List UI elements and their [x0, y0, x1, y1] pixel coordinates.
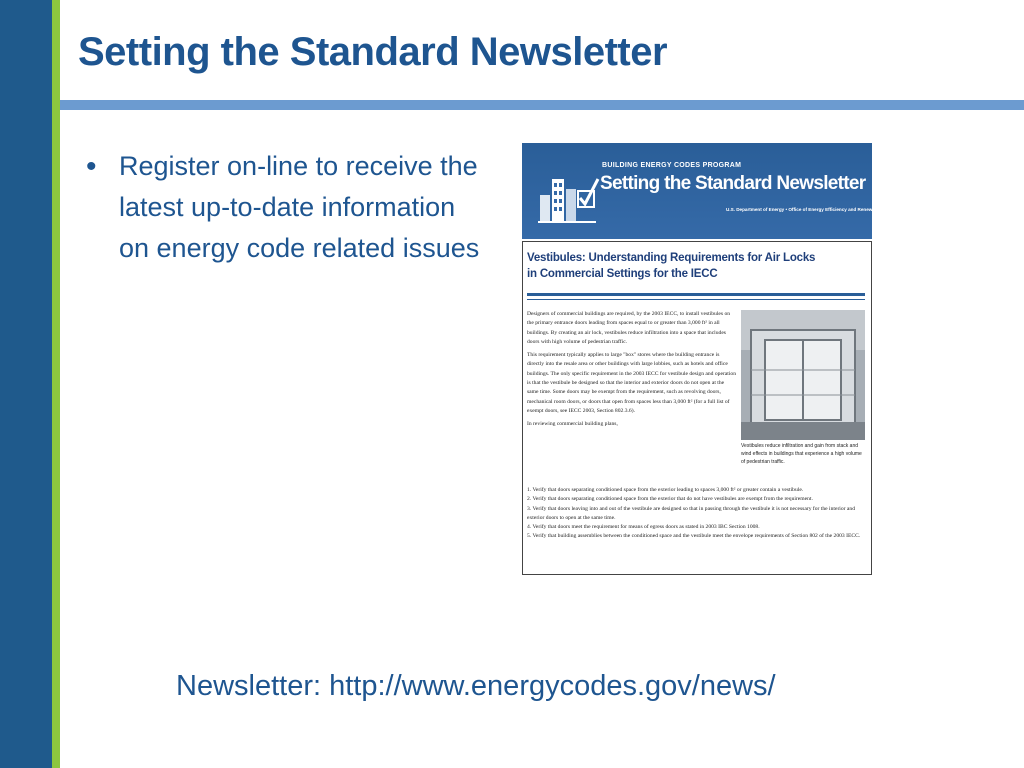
newsletter-page [522, 241, 872, 575]
bullet-text: Register on-line to receive the latest up-to-date information on energy code related issues [119, 151, 480, 263]
article-headline: Vestibules: Understanding Requirements for Air Locks in Commercial Settings for the IECC [527, 252, 816, 280]
article-intro [527, 310, 737, 434]
newsletter-masthead [522, 143, 899, 239]
newsletter-title: Setting the Standard Newsletter [600, 173, 866, 194]
article-paragraph-2: This requirement typically applies to large "box" stores where the building entrance is directly into the resale area or other buildings with large lobbies, such as hotels and office buildings. The only specific requirement in the 2003 IECC for vestibule design and operation is that the vestibule be designed so that the interior and exterior doors do not open at the same time. Some doors may be exempt from the requirement, such as revolving doors, mechanical room doors, or doors that open from spaces less than 3,000 ft² (for a full list of exempt doors, see IECC 2003, Section 802.3.6). [527, 352, 736, 414]
photo-caption: Vestibules reduce infiltration and gain from stack and wind effects in buildings that experience a high volume of pedestrian traffic. [741, 443, 862, 465]
article-paragraph-3: In reviewing commercial building plans, [527, 421, 618, 428]
newsletter-thumbnail [522, 143, 899, 575]
sidebar-accent-stripe [52, 0, 60, 768]
steps-item: 5. Verify that building assemblies between the conditioned space and the vestibule meet the envelope requirements of Section 802 of the 2003 IECC. [527, 533, 861, 540]
steps-item: 2. Verify that doors separating conditioned space from the exterior that do not have vestibules are exempt from the requirement. [527, 496, 813, 503]
steps-list [527, 486, 865, 542]
article-steps [527, 486, 865, 542]
article-paragraph-1: Designers of commercial buildings are required, by the 2003 IECC, to install vestibules on the primary entrance doors leading from spaces equal to or greater than 3,000 ft² in all buildings. By creating an air lock, vestibules reduce infiltration into a space that includes doors with high volume of pedestrian traffic. [527, 311, 731, 345]
bullet-item [86, 146, 486, 269]
bullet-dot-icon: • [86, 150, 97, 183]
bullet-list [86, 146, 486, 269]
steps-item: 1. Verify that doors separating conditioned space from the exterior leading to spaces 3,000 ft² or greater contain a vestibule. [527, 487, 804, 493]
steps-item: 3. Verify that doors leaving into and out of the vestibule are designed so that in passing through the vestibule it is not necessary for the interior and exterior doors to open at the same time. [527, 505, 855, 521]
building-checkmark-icon [536, 157, 600, 225]
title-divider [60, 100, 1024, 110]
steps-item: 4. Verify that doors meet the requirement for means of egress doors as stated in 2003 IBC Section 1008. [527, 524, 760, 531]
newsletter-subtitle: U.S. Department of Energy • Office of Energy Efficiency and Renewable Energy [726, 207, 899, 212]
headline-rule-thin [527, 299, 865, 300]
newsletter-url-link[interactable]: Newsletter: http://www.energycodes.gov/news/ [176, 670, 776, 702]
vestibule-photo-image [741, 310, 865, 440]
headline-rule-thick [527, 293, 865, 296]
slide-title: Setting the Standard Newsletter [78, 30, 668, 74]
sidebar-bar [0, 0, 52, 768]
newsletter-program-label: BUILDING ENERGY CODES PROGRAM [602, 162, 742, 169]
vestibule-photo [741, 310, 865, 440]
